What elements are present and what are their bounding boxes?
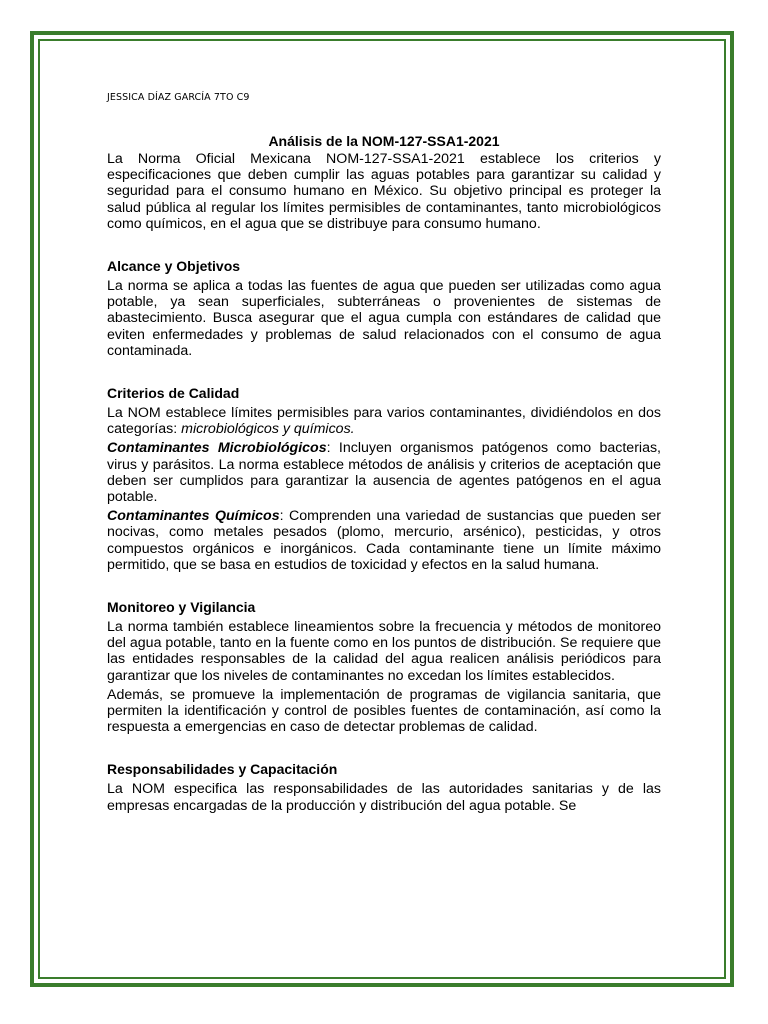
microbiologicos-text: : Incluyen organismos patógenos como bacterias, virus y parásitos. La norma establece métodos de análisis y criterios de aceptación que deben ser cumplidos para garantizar la ausencia de agentes patógenos en el agua potable. xyxy=(107,440,661,506)
microbiologicos-paragraph xyxy=(107,440,661,505)
criterios-paragraph xyxy=(107,405,661,437)
author-line: JESSICA DÍAZ GARCÍA 7TO C9 xyxy=(107,92,250,103)
criterios-text: La NOM establece límites permisibles para varios contaminantes, dividiéndolos en dos categorías: xyxy=(107,405,661,438)
section-monitoreo xyxy=(107,599,661,735)
section-heading-responsabilidades: Responsabilidades y Capacitación xyxy=(107,761,338,778)
document-body xyxy=(107,91,661,814)
intro-paragraph: La Norma Oficial Mexicana NOM-127-SSA1-2021 establece los criterios y especificaciones que deben cumplir las aguas potables para garantizar su calidad y seguridad para el consumo humano en México. Su objetivo principal es proteger la salud pública al regular los límites permisibles de contaminantes, tanto microbiológicos como químicos, en el agua que se distribuye para consumo humano. xyxy=(107,151,661,232)
criterios-categories: microbiológicos y químicos. xyxy=(181,421,355,438)
microbiologicos-term: Contaminantes Microbiológicos xyxy=(107,440,327,457)
section-criterios xyxy=(107,385,661,573)
section-heading-criterios: Criterios de Calidad xyxy=(107,385,240,402)
section-heading-monitoreo: Monitoreo y Vigilancia xyxy=(107,599,256,616)
monitoreo-paragraph-1: La norma también establece lineamientos sobre la frecuencia y métodos de monitoreo del agua potable, tanto en la fuente como en los puntos de distribución. Se requiere que las entidades responsables de la calidad del agua realicen análisis periódicos para garantizar que los niveles de contaminantes no excedan los límites establecidos. xyxy=(107,619,661,684)
section-alcance xyxy=(107,258,661,359)
section-heading-alcance: Alcance y Objetivos xyxy=(107,258,241,275)
quimicos-paragraph xyxy=(107,508,661,573)
monitoreo-paragraph-2: Además, se promueve la implementación de programas de vigilancia sanitaria, que permiten la identificación y control de posibles fuentes de contaminación, así como la respuesta a emergencias en caso de detectar problemas de calidad. xyxy=(107,686,661,736)
quimicos-term: Contaminantes Químicos xyxy=(107,508,280,525)
document-title: Análisis de la NOM-127-SSA1-2021 xyxy=(268,133,500,149)
section-responsabilidades xyxy=(107,761,661,813)
alcance-paragraph: La norma se aplica a todas las fuentes de agua que pueden ser utilizadas como agua potable, ya sean superficiales, subterráneas o provenientes de sistemas de abastecimiento. Busca asegurar que el agua cumpla con estándares de calidad que eviten enfermedades y problemas de salud relacionados con el consumo de agua contaminada. xyxy=(107,278,661,359)
responsabilidades-paragraph: La NOM especifica las responsabilidades de las autoridades sanitarias y de las empresas encargadas de la producción y distribución del agua potable. Se xyxy=(107,781,661,814)
quimicos-text: : Comprenden una variedad de sustancias que pueden ser nocivas, como metales pesados (plomo, mercurio, arsénico), pesticidas, y otros compuestos orgánicos e inorgánicos. Cada contaminante tiene un límite máximo permitido, que se basa en estudios de toxicidad y efectos en la salud humana. xyxy=(107,508,661,573)
